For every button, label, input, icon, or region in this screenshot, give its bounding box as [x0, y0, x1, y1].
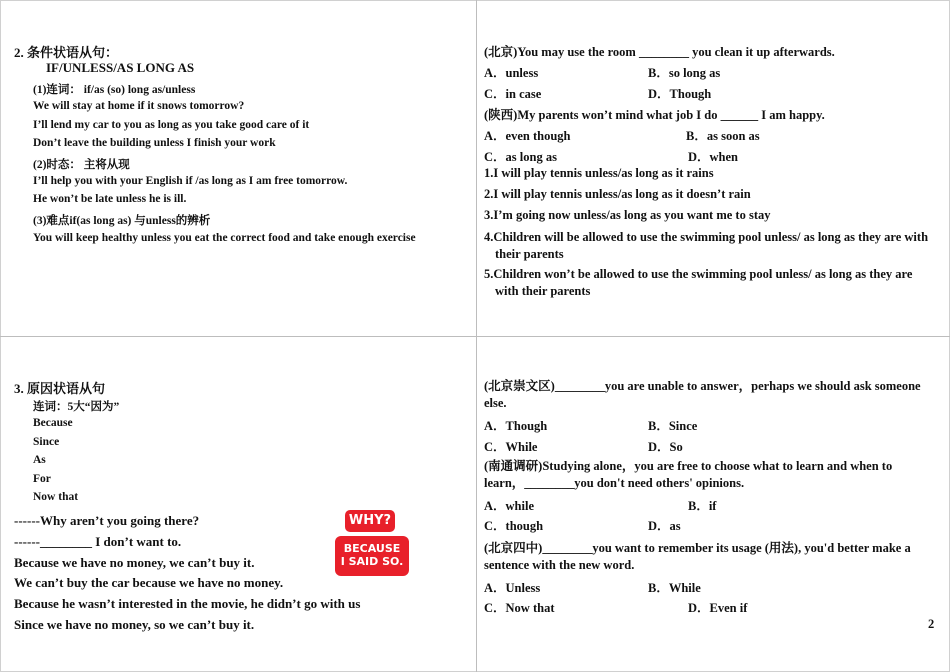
option: D．as	[648, 519, 681, 533]
text-line: Don’t leave the building unless I finish your work	[33, 137, 276, 149]
option: C．in case	[484, 87, 542, 101]
option: C．though	[484, 519, 544, 533]
dialog-line: ------Why aren’t you going there?	[14, 513, 200, 528]
word-item: For	[33, 473, 51, 485]
section-heading: 2. 条件状语从句：	[14, 45, 119, 60]
text-line: You will keep healthy unless you eat the correct food and take enough exercise	[33, 232, 416, 244]
option: A．Though	[484, 419, 548, 433]
conjunction-label: 连词：5大“因为”	[33, 401, 120, 413]
sticker-because-line-1: BECAUSE	[343, 542, 401, 555]
list-item: 1.I will play tennis unless/as long as it rains	[484, 166, 714, 180]
horizontal-divider	[0, 336, 950, 337]
option: B．While	[648, 581, 701, 595]
sticker-because-block	[335, 536, 409, 576]
option: D．Though	[648, 87, 712, 101]
option: C．While	[484, 440, 538, 454]
option: A．Unless	[484, 581, 541, 595]
option: A．even though	[484, 129, 571, 143]
vertical-divider	[476, 0, 477, 672]
question-stem: (陕西)My parents won’t mind what job I do ______ I am happy.	[484, 108, 825, 122]
text-line: (3)难点if(as long as) 与unless的辨析	[33, 215, 211, 227]
option: D．when	[688, 150, 739, 164]
sticker-because-line-2: I SAID SO.	[340, 555, 404, 568]
section-subheading: IF/UNLESS/AS LONG AS	[46, 60, 195, 75]
list-item: 5.Children won’t be allowed to use the swimming pool unless/ as long as they are with their parents	[484, 267, 913, 298]
text-line: He won’t be late unless he is ill.	[33, 193, 187, 205]
sticker-why-label: WHY?	[345, 510, 395, 532]
text-line: (1)连词： if/as (so) long as/unless	[33, 84, 196, 96]
option: B．if	[688, 499, 717, 513]
option: A．while	[484, 499, 535, 513]
option: B．so long as	[648, 66, 721, 80]
option: A．unless	[484, 66, 539, 80]
text-line: We will stay at home if it snows tomorrow?	[33, 100, 245, 112]
word-item: Since	[33, 436, 60, 448]
example-sentence: Because we have no money, we can’t buy it.	[14, 555, 255, 570]
option: B．Since	[648, 419, 698, 433]
question-stem: (北京四中)________you want to remember its usage (用法), you'd better make a sentence with the new word.	[484, 541, 911, 572]
list-item: 4.Children will be allowed to use the swimming pool unless/ as long as they are with their parents	[484, 230, 929, 261]
section-heading: 3. 原因状语从句	[14, 381, 106, 396]
text-line: I’ll help you with your English if /as long as I am free tomorrow.	[33, 175, 348, 187]
list-item: 2.I will play tennis unless/as long as it doesn’t rain	[484, 187, 751, 201]
question-stem: (北京崇文区)________you are unable to answer，perhaps we should ask someone else.	[484, 379, 921, 410]
option: C．as long as	[484, 150, 557, 164]
question-stem: (南通调研)Studying alone，you are free to choose what to learn and when to learn，________you don't need others' opinions.	[484, 459, 893, 490]
option: C．Now that	[484, 601, 555, 615]
example-sentence: Because he wasn’t interested in the movie, he didn’t go with us	[14, 596, 361, 611]
word-item: Now that	[33, 491, 79, 503]
list-item: 3.I’m going now unless/as long as you want me to stay	[484, 208, 771, 222]
example-sentence: We can’t buy the car because we have no money.	[14, 575, 284, 590]
example-sentence: Since we have no money, so we can’t buy it.	[14, 617, 255, 632]
option: B．as soon as	[686, 129, 760, 143]
text-line: (2)时态： 主将从现	[33, 159, 130, 171]
option: D．Even if	[688, 601, 748, 615]
page-number: 2	[928, 617, 935, 631]
dialog-line: ------________ I don’t want to.	[14, 534, 182, 549]
question-stem: (北京)You may use the room ________ you clean it up afterwards.	[484, 45, 835, 59]
word-item: As	[33, 454, 46, 466]
text-line: I’ll lend my car to you as long as you take good care of it	[33, 119, 310, 131]
option: D．So	[648, 440, 683, 454]
word-item: Because	[33, 417, 73, 429]
